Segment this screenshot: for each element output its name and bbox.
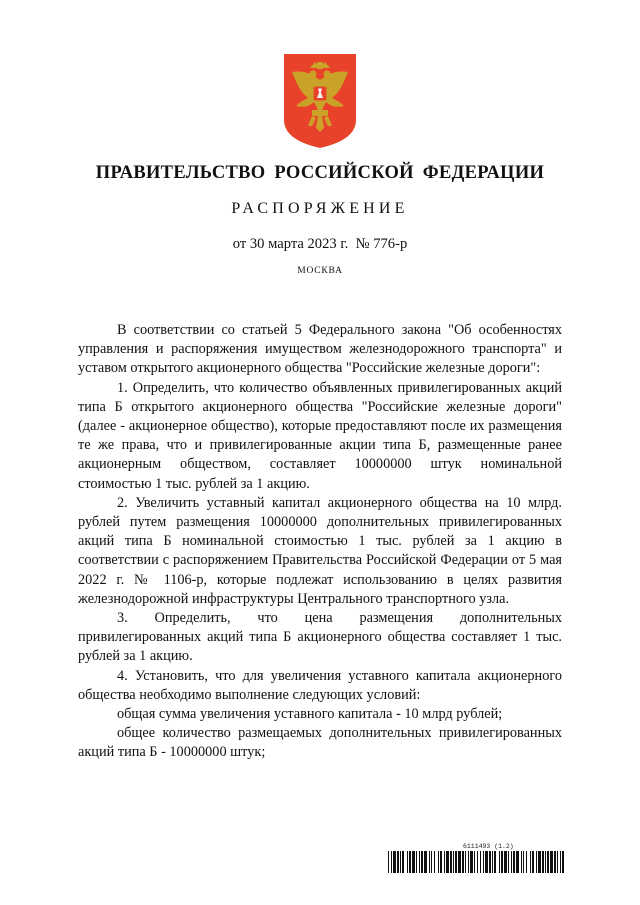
document-type: РАСПОРЯЖЕНИЕ bbox=[231, 200, 409, 217]
barcode bbox=[388, 851, 564, 873]
body-paragraph: 1. Определить, что количество объявленных привилегированных акций типа Б открытого акционерного общества "Российские железные дороги" (далее - акционерное общество), которые предоставляют после их размещения те же права, что и привилегированные акции типа Б, размещенные ранее акционерным обществом, составляет 10000000 штук номинальной стоимостью 1 тыс. рублей за 1 акцию. bbox=[78, 379, 562, 492]
document-city: МОСКВА bbox=[297, 266, 343, 276]
body-paragraph: В соответствии со статьей 5 Федерального закона "Об особенностях управления и распоряжения имуществом железнодорожного транспорта" и уставом открытого акционерного общества "Российские железные дороги": bbox=[78, 322, 562, 377]
document-body bbox=[78, 321, 562, 763]
body-paragraph: общая сумма увеличения уставного капитала - 10 млрд рублей; bbox=[117, 706, 503, 723]
body-paragraph: общее количество размещаемых дополнительных привилегированных акций типа Б - 10000000 штук; bbox=[78, 725, 562, 761]
document-date-number: от 30 марта 2023 г. № 776-р bbox=[232, 236, 408, 252]
document-code: 6111493 (1.2) bbox=[463, 843, 514, 850]
body-paragraph: 3. Определить, что цена размещения дополнительных привилегированных акций типа Б акционерного общества составляет 1 тыс. рублей за 1 акцию. bbox=[78, 610, 562, 665]
government-title: ПРАВИТЕЛЬСТВО РОССИЙСКОЙ ФЕДЕРАЦИИ bbox=[95, 163, 545, 183]
body-paragraph: 2. Увеличить уставный капитал акционерного общества на 10 млрд. рублей путем размещения 10000000 дополнительных привилегированных акций типа Б номинальной стоимостью 1 тыс. рублей за 1 акцию в соответствии с распоряжением Правительства Российской Федерации от 5 мая 2022 г. № 1106-р, которые подлежат использованию в целях развития железнодорожной инфраструктуры Центрального транспортного узла. bbox=[78, 494, 562, 607]
coat-of-arms-emblem bbox=[282, 52, 358, 150]
body-paragraph: 4. Установить, что для увеличения уставного капитала акционерного общества необходимо выполнение следующих условий: bbox=[78, 667, 562, 703]
